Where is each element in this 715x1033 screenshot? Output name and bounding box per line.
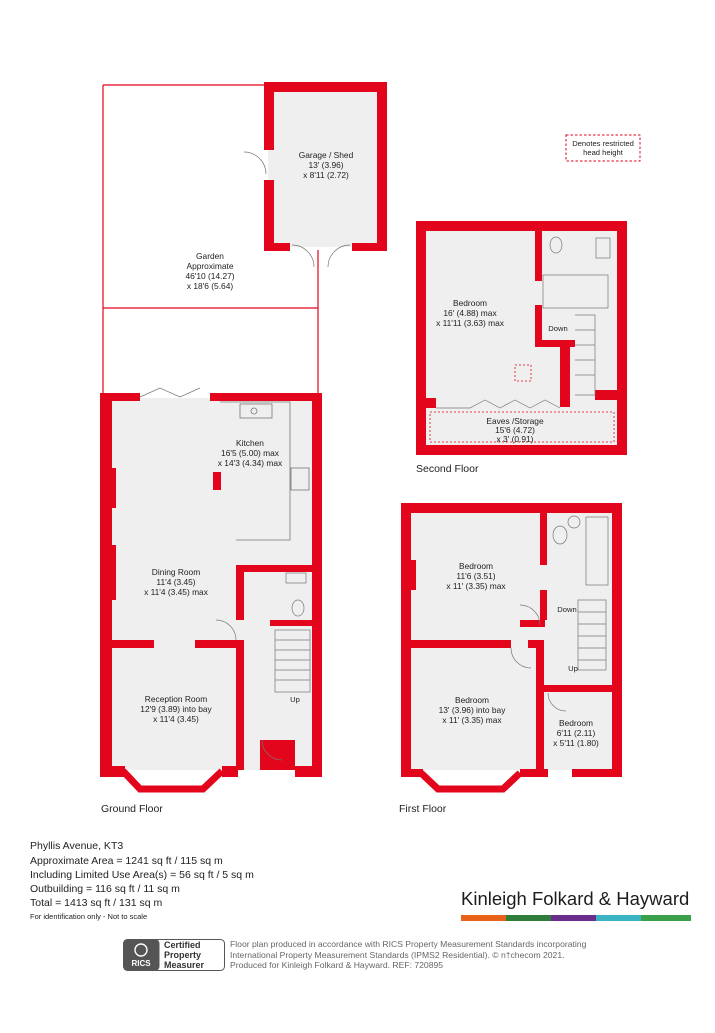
cert-line2: Property [164,950,202,960]
total-area-text: Total = 1413 sq ft / 131 sq m [30,897,163,909]
legend-text-line1: Denotes restricted [572,139,634,148]
garden-label: Garden [196,251,224,261]
cert-line3: Measurer [164,960,205,970]
second-bedroom-dim2: x 11'11 (3.63) max [436,318,504,328]
first-down-label: Down [557,605,577,614]
brand-bar-3 [551,915,596,921]
first-floor-title: First Floor [399,803,447,815]
second-bedroom-dim1: 16' (4.88) max [443,308,497,318]
limited-use-text: Including Limited Use Area(s) = 56 sq ft / 5 sq m [30,869,254,881]
first-bedroom3-label: Bedroom [559,718,593,728]
second-bedroom-label: Bedroom [453,298,487,308]
first-bedroom2-label: Bedroom [455,695,489,705]
first-bedroom2-dim1: 13' (3.96) into bay [438,705,506,715]
reception-dim1: 12'9 (3.89) into bay [140,704,212,714]
approx-area-text: Approximate Area = 1241 sq ft / 115 sq m [30,855,223,867]
kitchen-label: Kitchen [236,438,264,448]
address-text: Phyllis Avenue, KT3 [30,840,124,852]
second-floor-title: Second Floor [416,463,479,475]
produced-line1: Floor plan produced in accordance with RICS Property Measurement Standards incorporating [230,939,587,949]
ground-floor-area [104,398,318,770]
second-down-label: Down [548,324,568,333]
agency-logo-text: Kinleigh Folkard & Hayward [461,888,690,909]
garage-label: Garage / Shed [298,150,354,160]
garden-approx: Approximate [186,261,234,271]
rics-logo-text: RICS [131,959,151,968]
cert-line1: Certified [164,940,201,950]
ground-floor-plan [100,82,387,789]
garage-dim2: x 8'11 (2.72) [303,170,349,180]
ground-floor-title: Ground Floor [101,803,163,815]
first-bedroom3-dim1: 6'11 (2.11) [556,728,596,738]
produced-line3: Produced for Kinleigh Folkard & Hayward. REF: 720895 [230,960,444,970]
first-bedroom1-dim2: x 11' (3.35) max [446,581,506,591]
brand-bar-1 [461,915,506,921]
legend-text-line2: head height [583,148,623,157]
first-bay [421,773,520,789]
reception-label: Reception Room [144,694,208,704]
first-bedroom1-label: Bedroom [459,561,493,571]
eaves-dim1: 15'6 (4.72) [495,425,535,435]
disclaimer-text: For identification only - Not to scale [30,912,148,921]
ground-stairs-up-label: Up [290,695,300,704]
reception-dim2: x 11'4 (3.45) [153,714,199,724]
first-bedroom1-dim1: 11'6 (3.51) [456,571,496,581]
first-bedroom2-dim2: x 11' (3.35) max [442,715,502,725]
garage-dim1: 13' (3.96) [308,160,344,170]
dining-label: Dining Room [151,567,201,577]
garden-dim1: 46'10 (14.27) [185,271,235,281]
first-up-label: Up [568,664,578,673]
dining-dim2: x 11'4 (3.45) max [144,587,208,597]
eaves-label: Eaves /Storage [486,416,544,426]
brand-bar-4 [596,915,641,921]
garden-dim2: x 18'6 (5.64) [186,281,234,291]
first-bedroom3-dim2: x 5'11 (1.80) [553,738,599,748]
produced-statement [230,939,610,971]
kitchen-dim1: 16'5 (5.00) max [221,448,279,458]
brand-bar-2 [506,915,551,921]
brand-bar-5 [641,915,691,921]
produced-line2: International Property Measurement Standards (IPMS2 Residential). © n†checom 2021. [230,949,565,960]
outbuilding-text: Outbuilding = 116 sq ft / 11 sq m [30,883,180,895]
eaves-dim2: x 3' (0.91) [496,434,534,444]
dining-dim1: 11'4 (3.45) [156,577,196,587]
kitchen-dim2: x 14'3 (4.34) max [217,458,283,468]
reception-bay [123,771,222,789]
